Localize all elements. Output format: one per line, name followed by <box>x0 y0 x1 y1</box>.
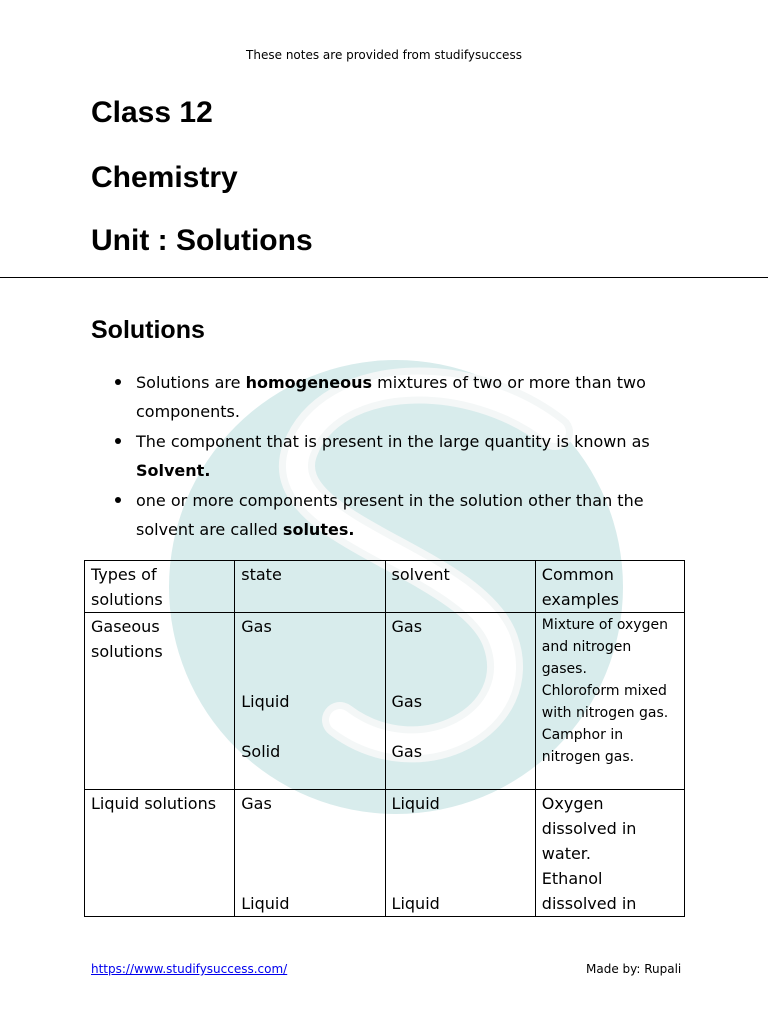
type-cell: Gaseous solutions <box>85 613 235 790</box>
solvent-cell: Gas Gas Gas <box>385 613 535 790</box>
header-cell: Common examples <box>535 561 684 613</box>
table-header-row <box>85 561 685 613</box>
divider <box>0 277 768 278</box>
header-note: These notes are provided from studifysuccess <box>246 48 522 62</box>
table-row <box>85 613 685 790</box>
section-heading: Solutions <box>91 316 205 344</box>
header-cell: Types of solutions <box>85 561 235 613</box>
footer-link[interactable]: https://www.studifysuccess.com/ <box>91 962 288 976</box>
header-cell: state <box>235 561 385 613</box>
state-cell: Gas Liquid Solid <box>235 613 385 790</box>
bullet-item: Solutions are homogeneous mixtures of two or more than two components. <box>113 368 683 426</box>
title-subject: Chemistry <box>91 161 238 194</box>
footer-credit: Made by: Rupali <box>586 962 682 976</box>
title-unit: Unit : Solutions <box>91 224 313 257</box>
title-class: Class 12 <box>91 96 213 129</box>
examples-cell: Oxygen dissolved in water. Ethanol dissolved in <box>535 790 684 917</box>
type-cell: Liquid solutions <box>85 790 235 917</box>
solvent-cell: Liquid Liquid <box>385 790 535 917</box>
bullet-item: The component that is present in the large quantity is known as Solvent. <box>113 427 683 485</box>
header-cell: solvent <box>385 561 535 613</box>
state-cell: Gas Liquid <box>235 790 385 917</box>
solutions-table <box>84 560 685 917</box>
examples-cell: Mixture of oxygen and nitrogen gases. Chloroform mixed with nitrogen gas. Camphor in nitrogen gas. <box>535 613 684 790</box>
bullet-list <box>113 368 683 545</box>
bullet-item: one or more components present in the solution other than the solvent are called solutes. <box>113 486 683 544</box>
table-row <box>85 790 685 917</box>
